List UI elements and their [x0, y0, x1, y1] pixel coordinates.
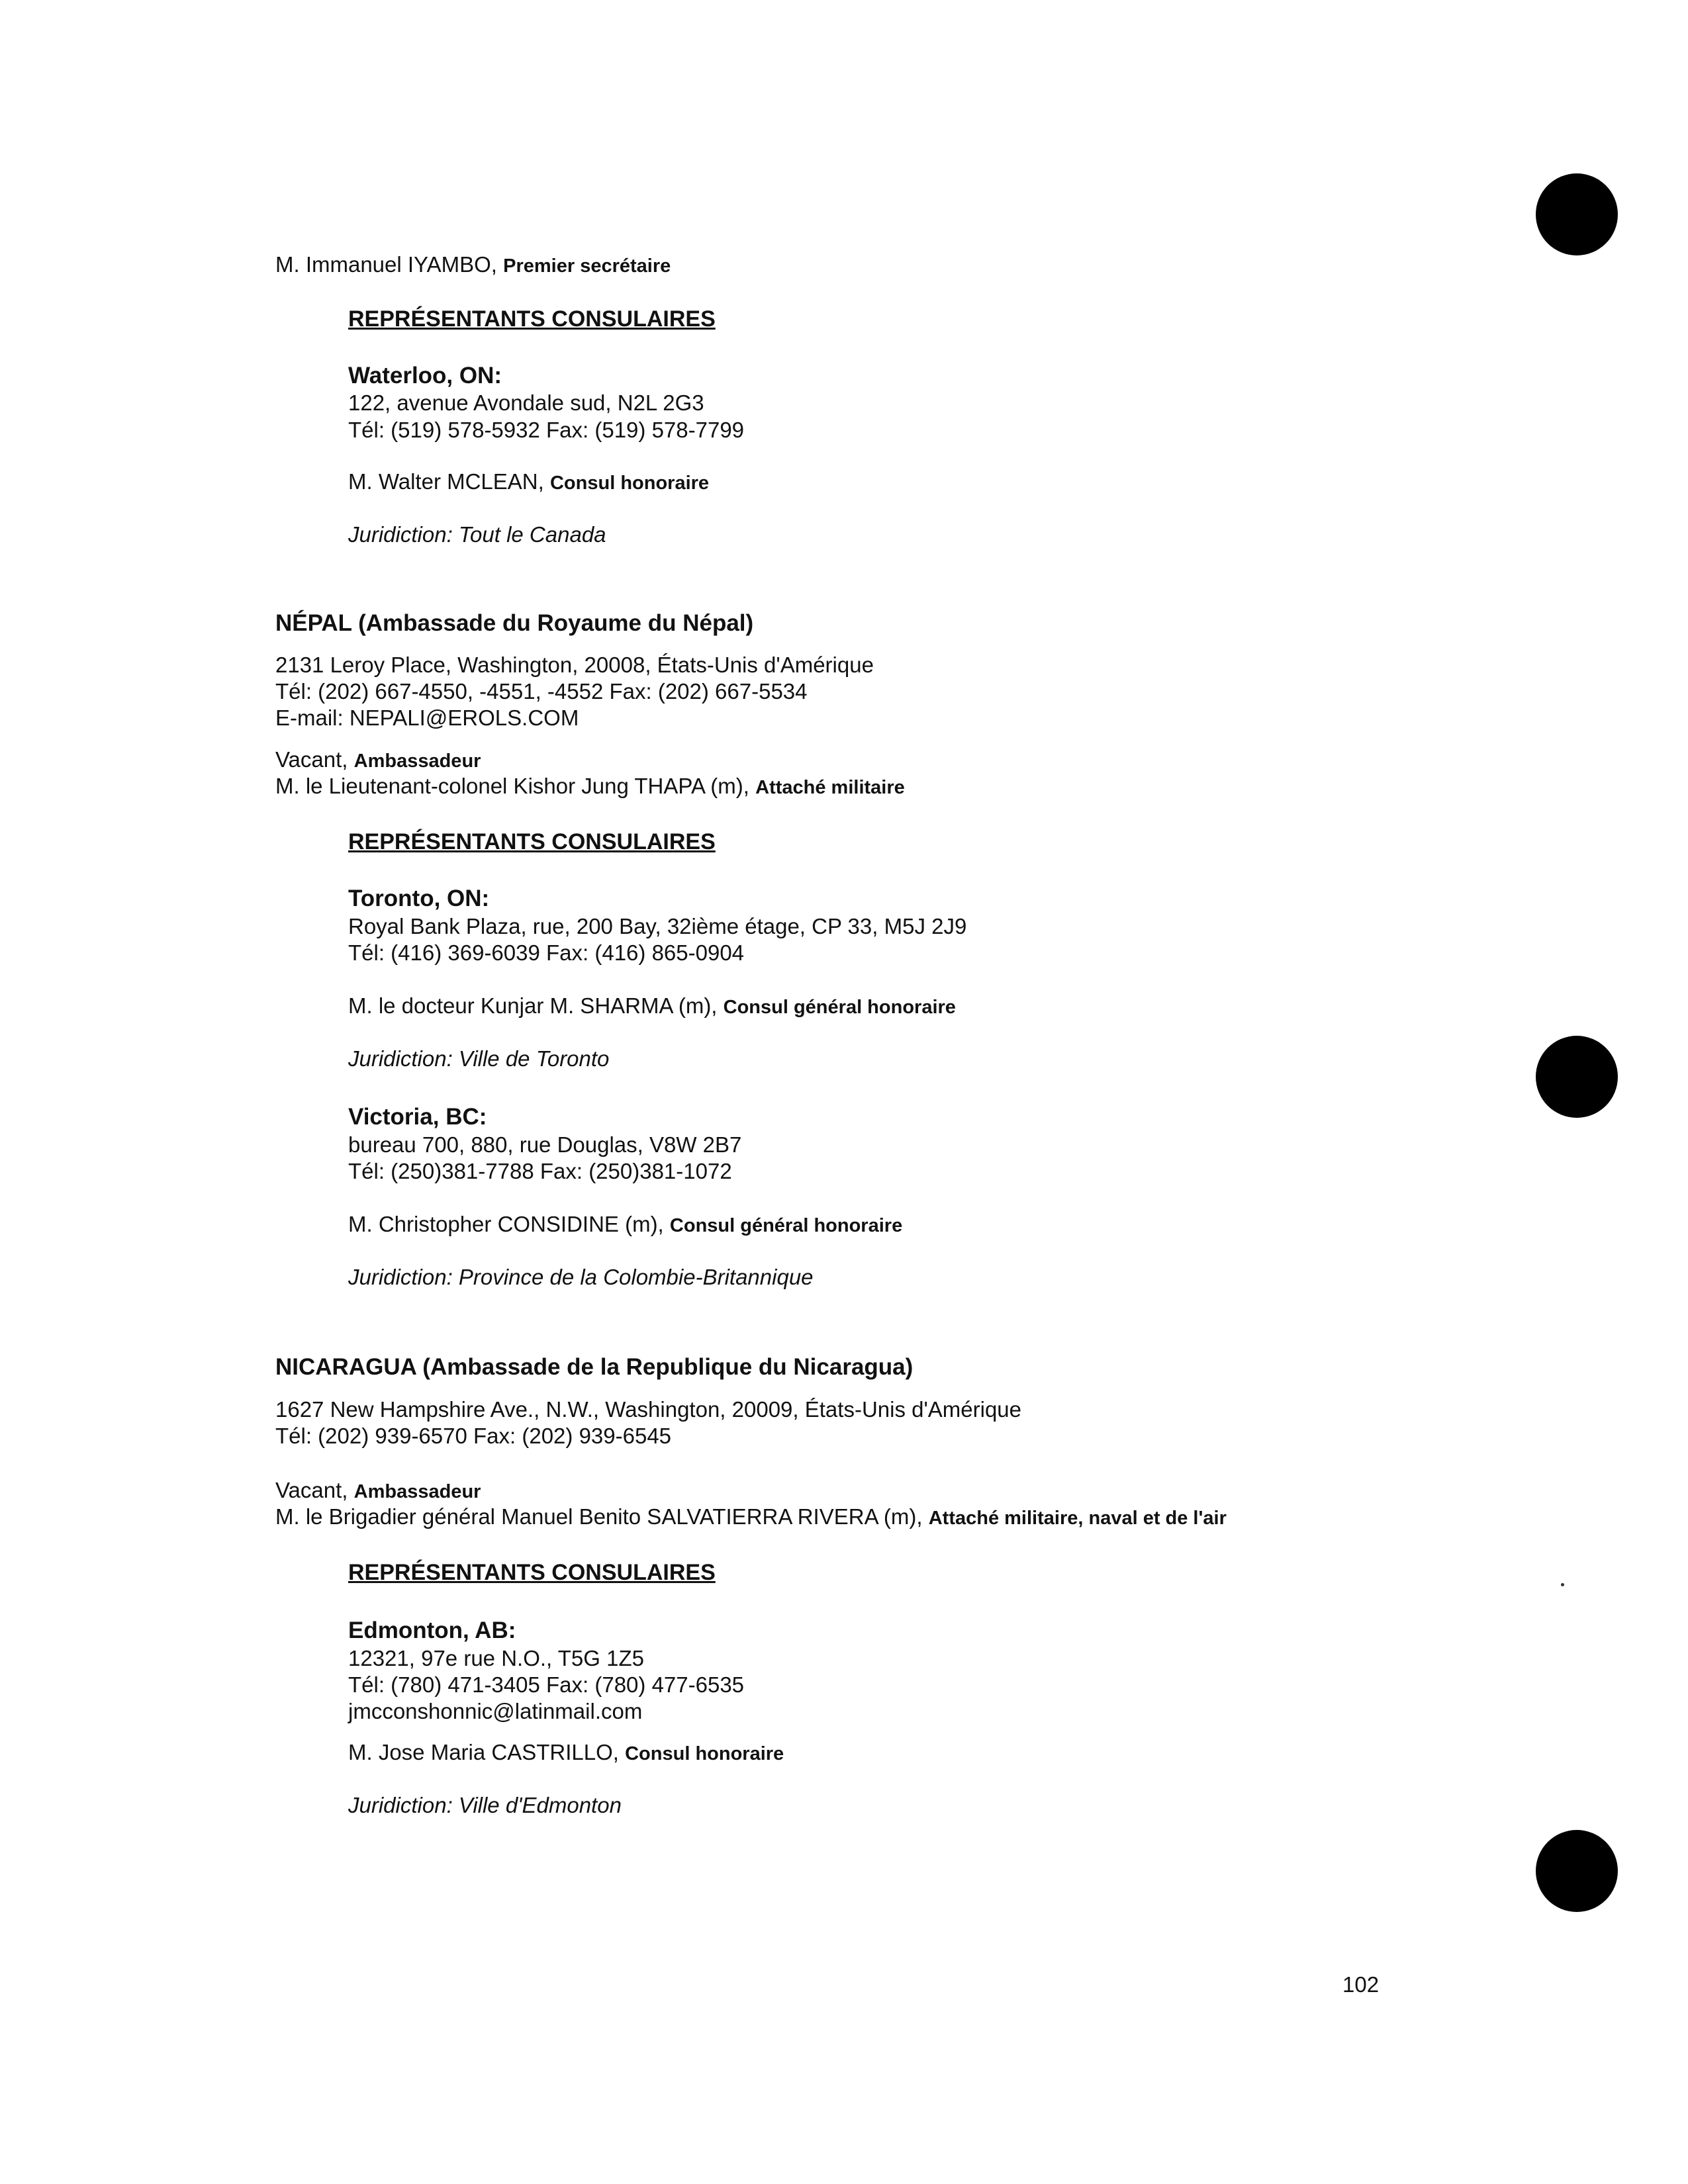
staff-entry — [348, 469, 709, 496]
staff-entry — [348, 993, 956, 1021]
consulate-phone-fax: Tél: (250)381-7788 Fax: (250)381-1072 — [348, 1159, 732, 1183]
staff-name: M. le docteur Kunjar M. SHARMA (m), — [348, 993, 724, 1018]
staff-name: M. Jose Maria CASTRILLO, — [348, 1740, 626, 1764]
consulate-city: Victoria, BC: — [348, 1104, 487, 1130]
staff-name: M. le Brigadier général Manuel Benito SALVATIERRA RIVERA (m), — [275, 1504, 929, 1529]
country-heading: NÉPAL (Ambassade du Royaume du Népal) — [275, 610, 754, 636]
consulate-address: 12321, 97e rue N.O., T5G 1Z5 — [348, 1646, 644, 1670]
binder-hole-middle — [1536, 1036, 1618, 1118]
staff-role: Consul honoraire — [625, 1743, 784, 1764]
country-heading: NICARAGUA (Ambassade de la Republique du Nicaragua) — [275, 1354, 914, 1380]
staff-entry — [275, 1504, 1227, 1531]
staff-role: Attaché militaire — [755, 777, 905, 798]
staff-name: Vacant, — [275, 747, 354, 772]
staff-role: Premier secrétaire — [503, 255, 671, 277]
scan-speck — [1561, 1583, 1564, 1586]
staff-name: M. le Lieutenant-colonel Kishor Jung THAPA (m), — [275, 774, 756, 798]
jurisdiction: Juridiction: Tout le Canada — [348, 522, 606, 547]
section-heading-consular: REPRÉSENTANTS CONSULAIRES — [348, 306, 716, 332]
jurisdiction: Juridiction: Ville de Toronto — [348, 1046, 610, 1071]
binder-hole-top — [1536, 173, 1618, 255]
consulate-city: Edmonton, AB: — [348, 1617, 516, 1643]
staff-name: Vacant, — [275, 1478, 354, 1502]
staff-entry — [275, 747, 481, 774]
consulate-phone-fax: Tél: (780) 471-3405 Fax: (780) 477-6535 — [348, 1672, 745, 1697]
staff-role: Ambassadeur — [353, 751, 481, 772]
consulate-email: jmcconshonnic@latinmail.com — [348, 1699, 643, 1723]
staff-entry — [275, 773, 905, 801]
section-heading-consular: REPRÉSENTANTS CONSULAIRES — [348, 1560, 716, 1585]
staff-role: Attaché militaire, naval et de l'air — [928, 1508, 1227, 1529]
staff-role: Consul honoraire — [549, 473, 710, 494]
page-number: 102 — [1342, 1972, 1380, 1997]
embassy-phone-fax: Tél: (202) 667-4550, -4551, -4552 Fax: (202) 667-5534 — [275, 679, 808, 704]
staff-role: Ambassadeur — [353, 1481, 481, 1502]
staff-entry — [275, 1477, 481, 1505]
embassy-email: E-mail: NEPALI@EROLS.COM — [275, 705, 579, 730]
section-heading-consular: REPRÉSENTANTS CONSULAIRES — [348, 829, 716, 854]
jurisdiction: Juridiction: Province de la Colombie-Britannique — [348, 1265, 814, 1289]
consulate-address: 122, avenue Avondale sud, N2L 2G3 — [348, 390, 704, 415]
staff-entry — [348, 1211, 902, 1239]
staff-entry — [275, 251, 671, 279]
binder-hole-bottom — [1536, 1830, 1618, 1912]
staff-entry — [348, 1739, 784, 1767]
staff-name: M. Immanuel IYAMBO, — [275, 252, 504, 277]
staff-role: Consul général honoraire — [669, 1215, 903, 1236]
consulate-phone-fax: Tél: (519) 578-5932 Fax: (519) 578-7799 — [348, 418, 745, 442]
staff-name: M. Christopher CONSIDINE (m), — [348, 1212, 670, 1236]
consulate-address: bureau 700, 880, rue Douglas, V8W 2B7 — [348, 1132, 742, 1157]
consulate-city: Toronto, ON: — [348, 886, 490, 911]
consulate-address: Royal Bank Plaza, rue, 200 Bay, 32ième étage, CP 33, M5J 2J9 — [348, 914, 967, 938]
embassy-address: 1627 New Hampshire Ave., N.W., Washington, 20009, États-Unis d'Amérique — [275, 1397, 1022, 1422]
staff-role: Consul général honoraire — [723, 997, 956, 1018]
embassy-phone-fax: Tél: (202) 939-6570 Fax: (202) 939-6545 — [275, 1424, 672, 1448]
consulate-phone-fax: Tél: (416) 369-6039 Fax: (416) 865-0904 — [348, 940, 745, 965]
consulate-city: Waterloo, ON: — [348, 363, 502, 388]
jurisdiction: Juridiction: Ville d'Edmonton — [348, 1793, 622, 1817]
staff-name: M. Walter MCLEAN, — [348, 469, 550, 494]
embassy-address: 2131 Leroy Place, Washington, 20008, États-Unis d'Amérique — [275, 653, 874, 677]
